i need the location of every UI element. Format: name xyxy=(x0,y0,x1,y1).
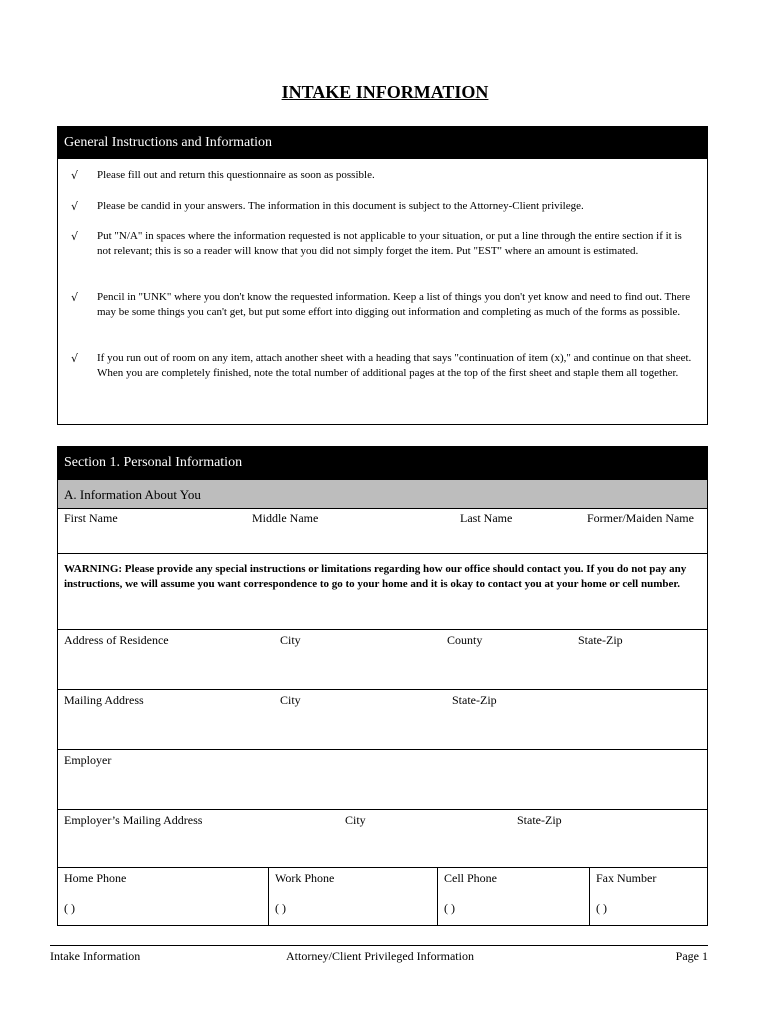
page-title: INTAKE INFORMATION xyxy=(281,82,489,102)
instruction-text: Please fill out and return this questionnaire as soon as possible. xyxy=(97,169,375,181)
employer-state-zip-label: State-Zip xyxy=(517,813,562,827)
first-name-label: First Name xyxy=(64,511,118,525)
employer-mailing-address-label: Employer’s Mailing Address xyxy=(64,813,203,827)
employer-city-label: City xyxy=(345,813,366,827)
employer-mailing-row[interactable] xyxy=(58,810,707,868)
footer-page-number: Page 1 xyxy=(675,949,708,963)
section1-header: Section 1. Personal Information xyxy=(58,447,707,479)
residence-row[interactable] xyxy=(58,630,707,690)
footer-left: Intake Information xyxy=(50,949,141,963)
fax-number-field[interactable]: ( ) xyxy=(596,901,607,915)
instruction-text: If you run out of room on any item, attach another sheet with a heading that says "continuation of item (x)," and continue on that sheet. When you are completely finished, note the total number of additional pages at the top of the first sheet and staple them all together. xyxy=(97,352,692,379)
home-phone-field[interactable]: ( ) xyxy=(64,901,75,915)
middle-name-label: Middle Name xyxy=(252,511,319,525)
check-icon: √ xyxy=(71,352,79,365)
mailing-city-label: City xyxy=(280,693,301,707)
check-icon: √ xyxy=(71,291,79,304)
employer-label: Employer xyxy=(64,753,112,767)
general-instructions-header: General Instructions and Information xyxy=(58,127,707,159)
phone-row xyxy=(58,868,707,925)
divider xyxy=(437,868,438,925)
home-phone-label: Home Phone xyxy=(64,871,127,885)
mailing-row[interactable] xyxy=(58,690,707,750)
maiden-name-label: Former/Maiden Name xyxy=(587,511,694,525)
cell-phone-label: Cell Phone xyxy=(444,871,497,885)
fax-number-label: Fax Number xyxy=(596,871,657,885)
employer-row[interactable] xyxy=(58,750,707,810)
residence-address-label: Address of Residence xyxy=(64,633,169,647)
divider xyxy=(589,868,590,925)
check-icon: √ xyxy=(71,169,79,182)
residence-state-zip-label: State-Zip xyxy=(578,633,623,647)
check-icon: √ xyxy=(71,230,79,243)
divider xyxy=(268,868,269,925)
section1-subheader: A. Information About You xyxy=(58,479,707,509)
residence-city-label: City xyxy=(280,633,301,647)
check-icon: √ xyxy=(71,200,79,213)
work-phone-field[interactable]: ( ) xyxy=(275,901,286,915)
mailing-state-zip-label: State-Zip xyxy=(452,693,497,707)
instruction-text: Put "N/A" in spaces where the information requested is not applicable to your situation, or put a line through the entire section if it is not relevant; this is so a reader will know that you did not simply forget the item. Put "EST" where an amount is estimated. xyxy=(97,230,682,257)
section1-box xyxy=(57,446,708,926)
work-phone-label: Work Phone xyxy=(275,871,335,885)
warning-row xyxy=(58,554,707,630)
contact-warning: WARNING: Please provide any special instructions or limitations regarding how our office should contact you. If you do not pay any instructions, we will assume you want correspondence to go to your home and it is okay to contact you at your home or cell number. xyxy=(64,563,687,590)
page-footer xyxy=(50,945,708,963)
instruction-text: Please be candid in your answers. The information in this document is subject to the Attorney-Client privilege. xyxy=(97,200,584,212)
residence-county-label: County xyxy=(447,633,483,647)
general-instructions-box xyxy=(57,126,708,425)
cell-phone-field[interactable]: ( ) xyxy=(444,901,455,915)
footer-center: Attorney/Client Privileged Information xyxy=(286,949,474,963)
name-row[interactable] xyxy=(58,508,707,554)
instruction-text: Pencil in "UNK" where you don't know the requested information. Keep a list of things you don't yet know and need to find out. There may be some things you can't get, but put some effort into digging out information and completing as much of the forms as possible. xyxy=(97,291,691,318)
last-name-label: Last Name xyxy=(460,511,513,525)
mailing-address-label: Mailing Address xyxy=(64,693,144,707)
